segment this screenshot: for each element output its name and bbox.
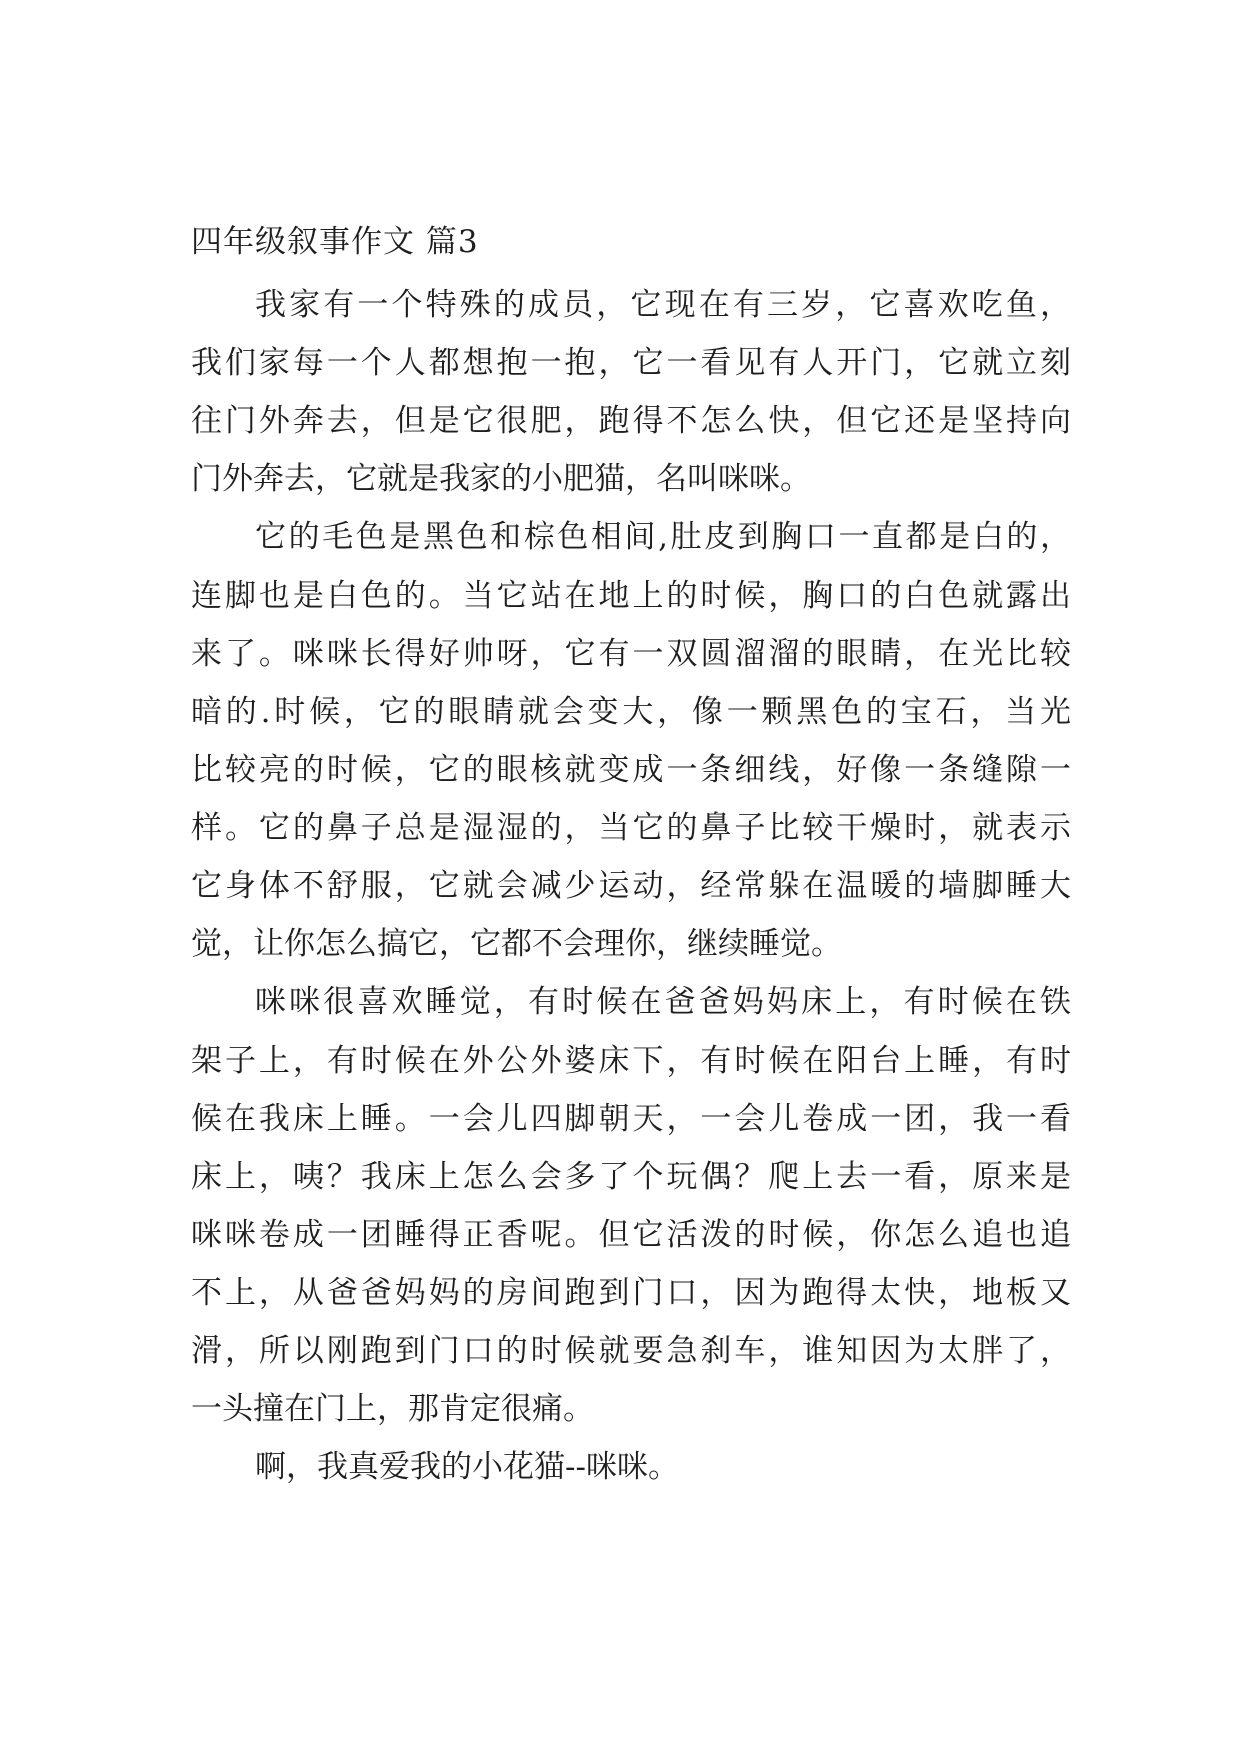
text-line: 不上，从爸爸妈妈的房间跑到门口，因为跑得太快，地板又 bbox=[191, 1275, 1071, 1311]
text-line: 它的毛色是黑色和棕色相间,肚皮到胸口一直都是白的， bbox=[255, 519, 1071, 555]
text-line: 样。它的鼻子总是湿湿的，当它的鼻子比较干燥时，就表示 bbox=[191, 810, 1071, 846]
text-line: 架子上，有时候在外公外婆床下，有时候在阳台上睡，有时 bbox=[191, 1043, 1071, 1079]
text-line: 比较亮的时候，它的眼核就变成一条细线，好像一条缝隙一 bbox=[191, 752, 1071, 788]
text-line: 觉，让你怎么搞它，它都不会理你，继续睡觉。 bbox=[191, 926, 842, 962]
text-line: 连脚也是白色的。当它站在地上的时候，胸口的白色就露出 bbox=[191, 578, 1071, 614]
text-line: 咪咪卷成一团睡得正香呢。但它活泼的时候，你怎么追也追 bbox=[191, 1217, 1071, 1253]
text-line: 我们家每一个人都想抱一抱，它一看见有人开门，它就立刻 bbox=[191, 345, 1071, 381]
text-line: 暗的.时候，它的眼睛就会变大，像一颗黑色的宝石，当光 bbox=[191, 694, 1071, 730]
text-line: 门外奔去，它就是我家的小肥猫，名叫咪咪。 bbox=[191, 461, 811, 497]
text-line: 一头撞在门上，那肯定很痛。 bbox=[191, 1391, 594, 1427]
text-line: 我家有一个特殊的成员，它现在有三岁，它喜欢吃鱼， bbox=[255, 287, 1071, 323]
essay-title: 四年级叙事作文 篇3 bbox=[191, 224, 479, 260]
text-line: 床上，咦？我床上怎么会多了个玩偶？爬上去一看，原来是 bbox=[191, 1159, 1071, 1195]
text-line: 啊，我真爱我的小花猫--咪咪。 bbox=[255, 1449, 679, 1485]
text-line: 来了。咪咪长得好帅呀，它有一双圆溜溜的眼睛，在光比较 bbox=[191, 636, 1071, 672]
text-line: 滑，所以刚跑到门口的时候就要急刹车，谁知因为太胖了， bbox=[191, 1333, 1071, 1369]
text-line: 它身体不舒服，它就会减少运动，经常躲在温暖的墙脚睡大 bbox=[191, 868, 1071, 904]
text-line: 往门外奔去，但是它很肥，跑得不怎么快，但它还是坚持向 bbox=[191, 403, 1071, 439]
text-line: 咪咪很喜欢睡觉，有时候在爸爸妈妈床上，有时候在铁 bbox=[255, 984, 1071, 1020]
text-line: 候在我床上睡。一会儿四脚朝天，一会儿卷成一团，我一看 bbox=[191, 1101, 1071, 1137]
